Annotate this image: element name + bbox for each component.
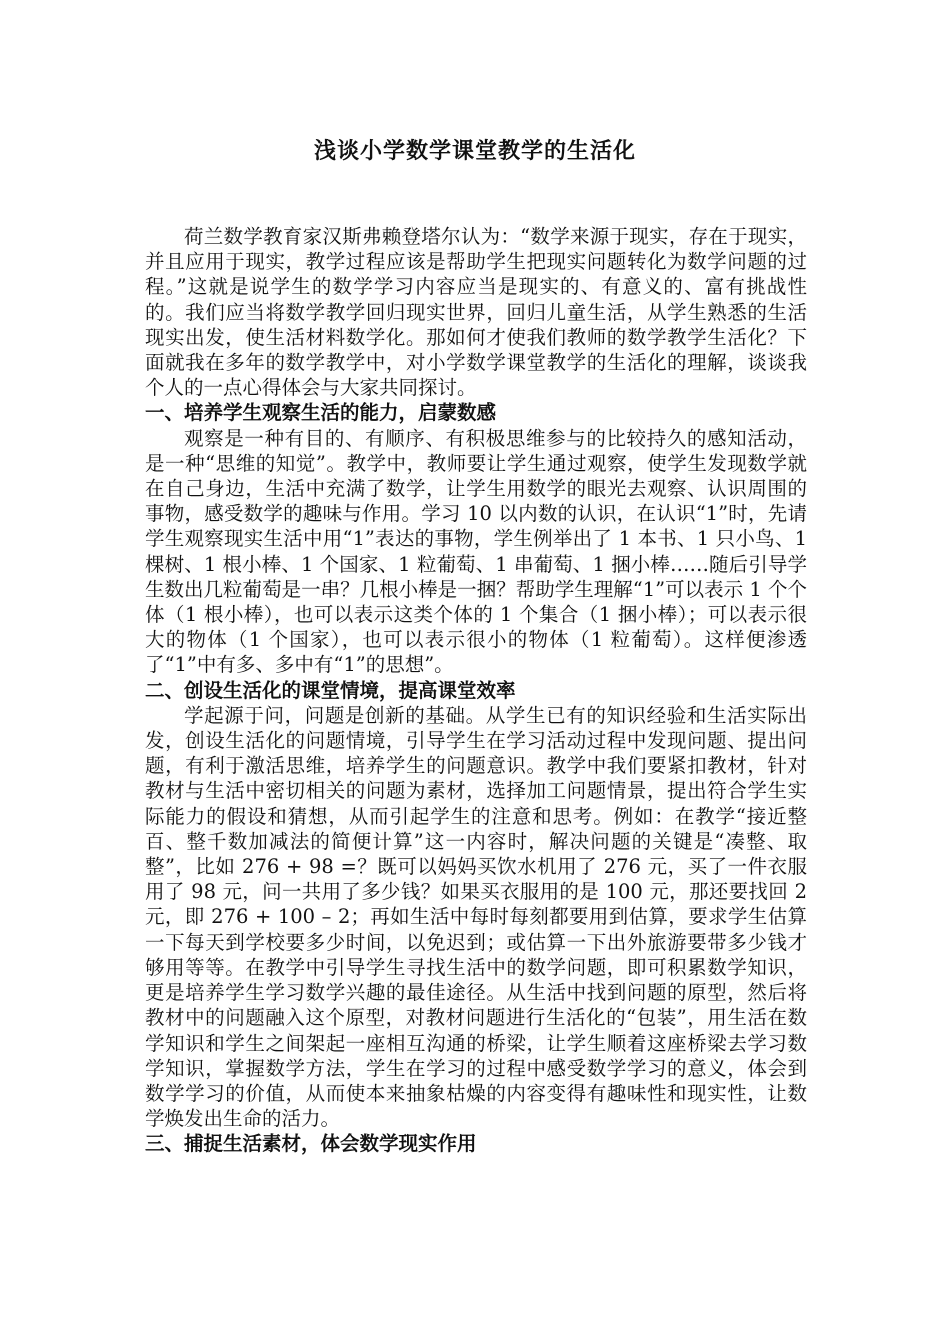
- section-paragraph-1: 观察是一种有目的、有顺序、有积极思维参与的比较持久的感知活动，是一种“思维的知觉”。教学中，教师要让学生通过观察，使学生发现数学就在自己身边，生活中充满了数学，让学生用数学的眼光去观察、认识周围的事物，感受数学的趣味与作用。学习 10 以内数的认识，在认识“1”时，先请学生观察现实生活中用“1”表达的事物，学生例举出了 1 本书、1 只小鸟、1 棵树、1 根小棒、1 个国家、1 粒葡萄、1 串葡萄、1 捆小棒……随后引导学生数出几粒葡萄是一串？几根小棒是一捆？帮助学生理解“1”可以表示 1 个个体（1 根小棒），也可以表示这类个体的 1 个集合（1 捆小棒）；可以表示很大的物体（1 个国家），也可以表示很小的物体（1 粒葡萄）。这样便渗透了“1”中有多、多中有“1”的思想”。: [145, 426, 807, 677]
- section-heading-2: 二、创设生活化的课堂情境，提高课堂效率: [145, 678, 516, 702]
- section-heading-3: 三、捕捉生活素材，体会数学现实作用: [145, 1132, 477, 1156]
- document-title: 浅谈小学数学课堂教学的生活化: [313, 138, 636, 164]
- document-body: [145, 224, 807, 1157]
- section-paragraph-2: 学起源于问，问题是创新的基础。从学生已有的知识经验和生活实际出发，创设生活化的问题情境，引导学生在学习活动过程中发现问题、提出问题，有利于激活思维，培养学生的问题意识。教学中我们要紧扣教材，针对教材与生活中密切相关的问题为素材，选择加工问题情景，提出符合学生实际能力的假设和猜想，从而引起学生的注意和思考。例如：在教学“接近整百、整千数加减法的简便计算”这一内容时，解决问题的关键是“凑整、取整”，比如 276 + 98 =？既可以妈妈买饮水机用了 276 元，买了一件衣服用了 98 元，问一共用了多少钱？如果买衣服用的是 100 元，那还要找回 2 元，即 276 + 100 – 2；再如生活中每时每刻都要用到估算，要求学生估算一下每天到学校要多少时间，以免迟到；或估算一下出外旅游要带多少钱才够用等等。在教学中引导学生寻找生活中的数学问题，即可积累数学知识，更是培养学生学习数学兴趣的最佳途径。从生活中找到问题的原型，然后将教材中的问题融入这个原型，对教材问题进行生活化的“包装”，用生活在数学知识和学生之间架起一座相互沟通的桥梁，让学生顺着这座桥梁去学习数学知识，掌握数学方法，学生在学习的过程中感受数学学习的意义，体会到数学学习的价值，从而使本来抽象枯燥的内容变得有趣味性和现实性，让数学焕发出生命的活力。: [145, 703, 807, 1131]
- section-heading-1: 一、培养学生观察生活的能力，启蒙数感: [145, 401, 497, 425]
- intro-paragraph: 荷兰数学教育家汉斯弗赖登塔尔认为：“数学来源于现实，存在于现实，并且应用于现实，教学过程应该是帮助学生把现实问题转化为数学问题的过程。”这就是说学生的数学学习内容应当是现实的、有意义的、富有挑战性的。我们应当将数学教学回归现实世界，回归儿童生活，从学生熟悉的生活现实出发，使生活材料数学化。那如何才使我们教师的数学教学生活化？下面就我在多年的数学教学中，对小学数学课堂教学的生活化的理解，谈谈我个人的一点心得体会与大家共同探讨。: [145, 225, 807, 400]
